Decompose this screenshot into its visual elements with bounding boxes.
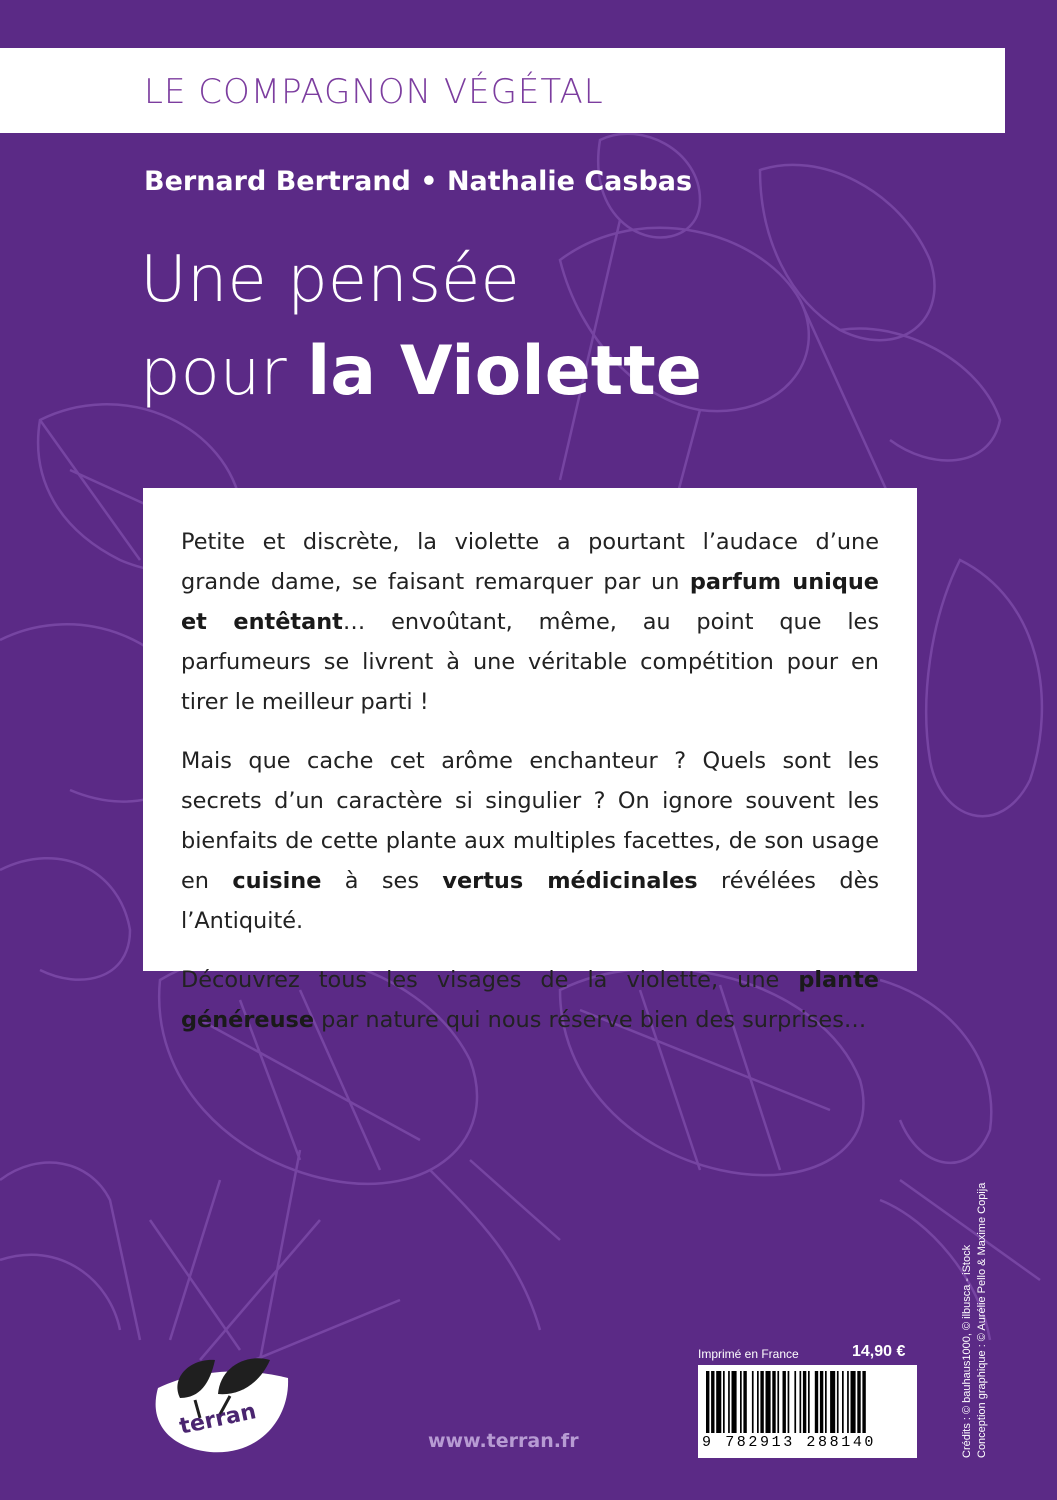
- blurb-paragraph-2: [181, 741, 879, 941]
- barcode-bar: [728, 1371, 730, 1433]
- barcode-bar: [766, 1371, 771, 1433]
- barcode-bar: [777, 1371, 779, 1433]
- price: 14,90 €: [852, 1343, 906, 1360]
- barcode-bar: [760, 1371, 763, 1433]
- book-title-prefix: pour: [140, 336, 307, 410]
- book-title-line-2: [140, 332, 702, 411]
- blurb-p2-run-2: à ses: [321, 868, 443, 894]
- barcode-bar: [772, 1371, 775, 1433]
- barcode-box: [698, 1365, 917, 1458]
- barcode-bar: [803, 1371, 806, 1433]
- barcode-bar: [830, 1371, 835, 1433]
- logo-text: terran: [177, 1399, 259, 1440]
- blurb-paragraph-3: [181, 960, 879, 1040]
- barcode-bar: [815, 1371, 818, 1433]
- barcode-bar: [743, 1371, 746, 1433]
- barcode-bar: [711, 1371, 714, 1433]
- barcode-bar: [706, 1371, 709, 1433]
- barcode-bar: [808, 1371, 810, 1433]
- terran-logo-icon: [140, 1348, 290, 1458]
- credits: [960, 1183, 990, 1458]
- barcode-bar: [740, 1371, 742, 1433]
- barcode-bar: [794, 1371, 796, 1433]
- isbn-number: 9 782913 288140: [702, 1434, 877, 1451]
- barcode-bar: [862, 1371, 865, 1433]
- blurb-paragraph-1: [181, 522, 879, 722]
- blurb-p2-run-4: révélées dès l’Antiquité.: [181, 868, 880, 934]
- barcode-bar: [825, 1371, 827, 1433]
- book-title-bold: la Violette: [307, 332, 702, 411]
- barcode-bar: [723, 1371, 725, 1433]
- barcode: [706, 1371, 909, 1433]
- barcode-bar: [800, 1371, 802, 1433]
- series-title: LE COMPAGNON VÉGÉTAL: [144, 72, 604, 112]
- authors: Bernard Bertrand • Nathalie Casbas: [144, 166, 693, 197]
- blurb-p3-run-2: par nature qui nous réserve bien des surprises…: [314, 1007, 867, 1033]
- barcode-bar: [752, 1371, 754, 1433]
- barcode-bar: [837, 1371, 839, 1433]
- barcode-bar: [847, 1371, 849, 1433]
- blurb-p3-run-0: Découvrez tous les visages de la violette, une: [181, 967, 799, 993]
- website-link[interactable]: www.terran.fr: [428, 1430, 579, 1452]
- printed-in-label: Imprimé en France: [698, 1347, 799, 1361]
- book-title-line-1: Une pensée: [140, 243, 520, 317]
- blurb-p2-run-1: cuisine: [232, 868, 322, 894]
- barcode-bar: [757, 1371, 759, 1433]
- credits-line-2: Conception graphique : © Aurélie Pello & Maxime Copija: [976, 1182, 988, 1458]
- barcode-bar: [842, 1371, 844, 1433]
- blurb-p2-run-3: vertus médicinales: [442, 868, 698, 894]
- barcode-bar: [788, 1371, 790, 1433]
- blurb-p1-run-2: … envoûtant, même, au point que les parfumeurs se livrent à une véritable compétition pour en tirer le meilleur parti !: [181, 609, 879, 715]
- barcode-bar: [857, 1371, 860, 1433]
- barcode-bar: [820, 1371, 823, 1433]
- barcode-bar: [716, 1371, 721, 1433]
- blurb-box: [143, 488, 917, 1033]
- blurb-p1-run-1: parfum unique et entêtant: [181, 569, 879, 635]
- blurb-p1-run-0: Petite et discrète, la violette a pourtant l’audace d’une grande dame, se faisant remarquer par un: [181, 529, 879, 595]
- barcode-bar: [732, 1371, 737, 1433]
- blurb-p3-run-1: plante généreuse: [181, 967, 879, 1033]
- barcode-bar: [783, 1371, 786, 1433]
- blurb-p2-run-0: Mais que cache cet arôme enchanteur ? Quels sont les secrets d’un caractère si singulier ? On ignore souvent les bienfaits de cette plante aux multiples facettes, de son usage en: [181, 748, 879, 894]
- credits-line-1: Crédits : © bauhaus1000, © ilbusca - iStock: [961, 1244, 973, 1458]
- barcode-bar: [851, 1371, 856, 1433]
